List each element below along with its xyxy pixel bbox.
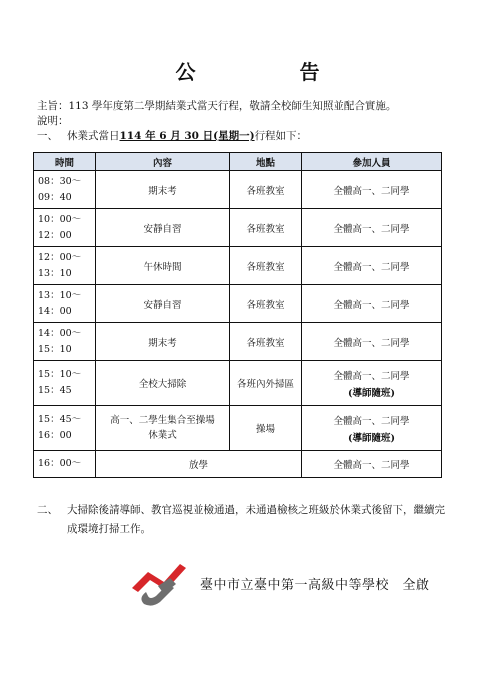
participants-cell: 全體高一、二同學 <box>302 285 442 323</box>
content-cell: 全校大掃除 <box>96 361 230 406</box>
item-two-text: 大掃除後請導師、教官巡視並檢通過，未通過檢核之班級於休業式後留下，繼續完成環境打掃工作。 <box>67 504 445 535</box>
time-cell <box>34 361 96 406</box>
location-cell: 各班教室 <box>230 247 302 285</box>
homeroom-note: (導師隨班) <box>348 432 395 444</box>
time-end: 15：10 <box>38 343 72 355</box>
item-two <box>37 501 457 539</box>
content-cell: 安靜自習 <box>96 285 230 323</box>
school-emblem-icon <box>128 558 190 608</box>
time-end: 13：10 <box>38 267 72 279</box>
time-end: 14：00 <box>38 305 72 317</box>
table-row <box>34 209 442 247</box>
signer: 臺中市立臺中第一高級中等學校 全啟 <box>200 578 430 593</box>
time-start: 08：30～ <box>38 175 82 187</box>
location-cell: 操場 <box>230 406 302 451</box>
participants-cell: 全體高一、二同學 <box>302 451 442 478</box>
location-cell: 各班教室 <box>230 209 302 247</box>
content-cell: 午休時間 <box>96 247 230 285</box>
item-one-suffix: 行程如下： <box>254 130 308 142</box>
notice-title: 公 告 <box>175 60 362 84</box>
participants-cell: 全體高一、二同學 <box>302 171 442 209</box>
participants-cell: 全體高一、二同學 <box>302 323 442 361</box>
participants-cell: 全體高一、二同學 <box>302 209 442 247</box>
time-start: 13：10～ <box>38 289 82 301</box>
location-cell: 各班教室 <box>230 171 302 209</box>
time-cell <box>34 209 96 247</box>
homeroom-note: (導師隨班) <box>348 387 395 399</box>
participants-text: 全體高一、二同學 <box>333 370 410 382</box>
item-one <box>37 128 307 143</box>
time-cell <box>34 323 96 361</box>
table-row <box>34 171 442 209</box>
time-cell <box>34 406 96 451</box>
header-time: 時間 <box>34 153 96 171</box>
item-two-number: 二、 <box>37 504 58 516</box>
content-cell <box>96 406 230 451</box>
header-content: 內容 <box>96 153 230 171</box>
item-one-number: 一、 <box>37 130 58 142</box>
item-one-date: 114 年 6 月 30 日(星期一) <box>119 130 255 142</box>
time-start: 14：00～ <box>38 327 82 339</box>
time-end: 16：00 <box>38 430 72 441</box>
schedule-table <box>33 152 442 478</box>
content-cell: 期末考 <box>96 171 230 209</box>
content-cell: 放學 <box>96 451 302 478</box>
participants-cell <box>302 406 442 451</box>
content-text: 高一、二學生集合至操場休業式 <box>110 415 215 441</box>
header-location: 地點 <box>230 153 302 171</box>
time-end: 12：00 <box>38 229 72 241</box>
participants-text: 全體高一、二同學 <box>333 415 410 427</box>
table-row <box>34 285 442 323</box>
notice-subject: 主旨：113 學年度第二學期結業式當天行程，敬請全校師生知照並配合實施。 <box>37 100 397 112</box>
location-cell: 各班教室 <box>230 285 302 323</box>
time-start: 12：00～ <box>38 251 82 263</box>
explanation-label: 說明： <box>37 115 69 127</box>
location-cell: 各班教室 <box>230 323 302 361</box>
time-cell <box>34 285 96 323</box>
table-row <box>34 361 442 406</box>
time-start: 15：10～ <box>38 369 82 380</box>
time-start: 15：45～ <box>38 414 82 425</box>
table-row <box>34 406 442 451</box>
time-start: 16：00～ <box>38 458 82 469</box>
time-end: 15：45 <box>38 385 72 396</box>
participants-cell <box>302 361 442 406</box>
time-start: 10：00～ <box>38 213 82 225</box>
header-participants: 參加人員 <box>302 153 442 171</box>
item-one-prefix: 休業式當日 <box>67 130 120 142</box>
table-row <box>34 451 442 478</box>
time-cell <box>34 171 96 209</box>
participants-cell: 全體高一、二同學 <box>302 247 442 285</box>
time-cell <box>34 451 96 478</box>
time-end: 09：40 <box>38 191 72 203</box>
content-cell: 安靜自習 <box>96 209 230 247</box>
time-cell <box>34 247 96 285</box>
table-row <box>34 323 442 361</box>
schedule-header-row <box>34 153 442 171</box>
content-cell: 期末考 <box>96 323 230 361</box>
location-cell: 各班內外掃區 <box>230 361 302 406</box>
table-row <box>34 247 442 285</box>
